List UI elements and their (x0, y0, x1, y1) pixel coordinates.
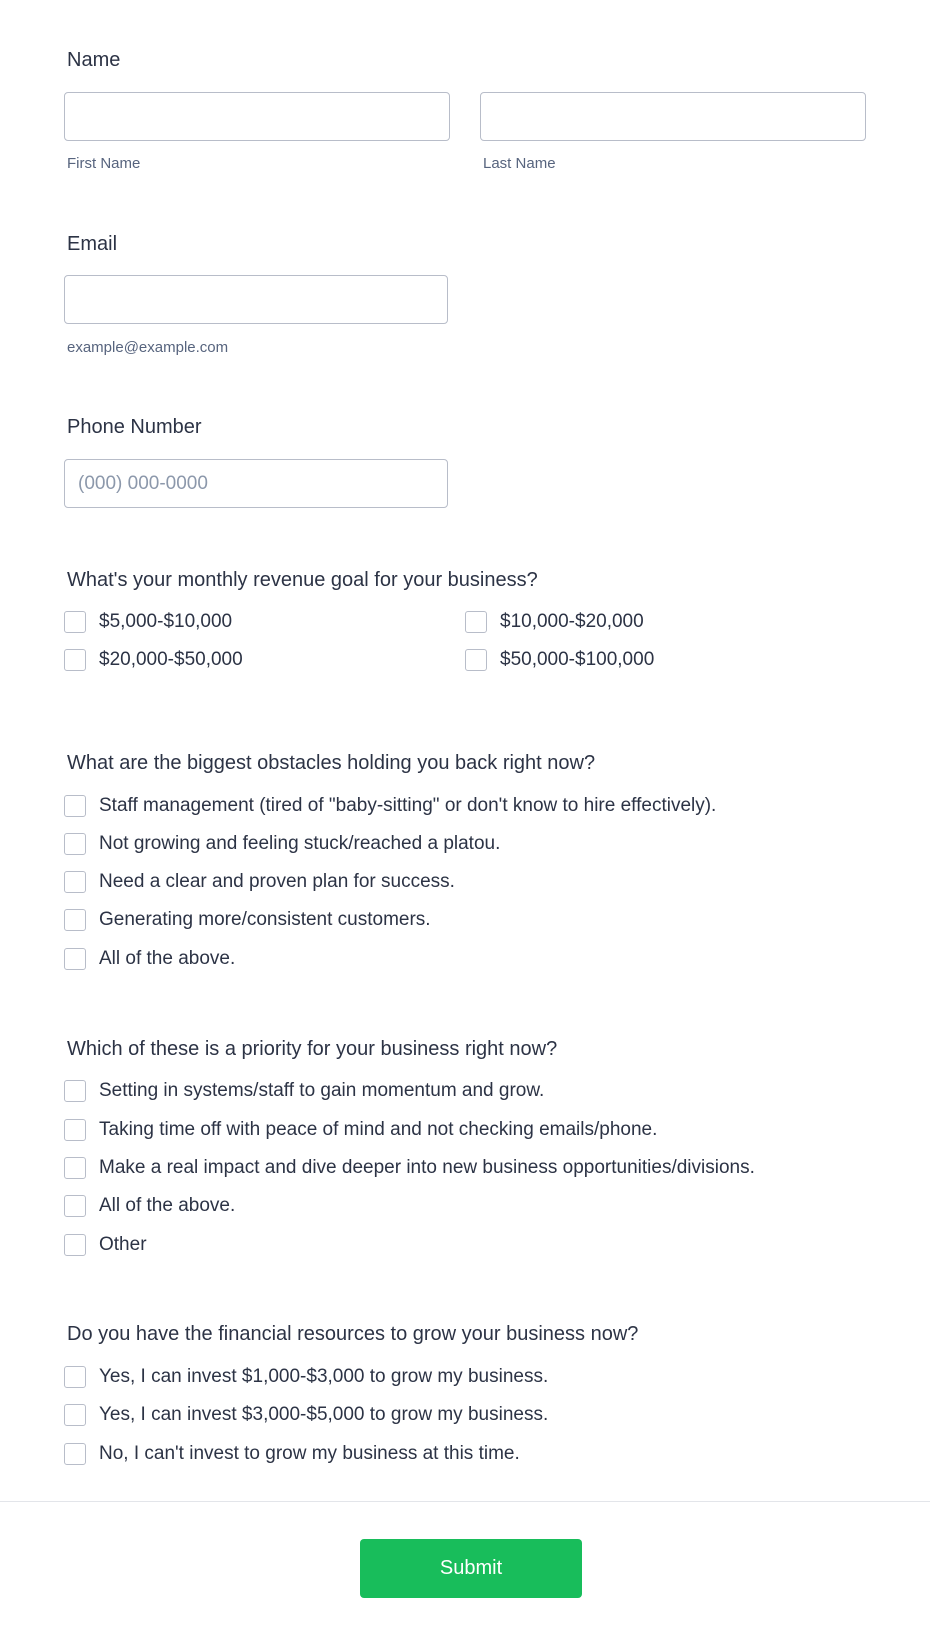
financial-checkbox[interactable] (64, 1404, 86, 1426)
financial-question: Do you have the financial resources to grow your business now? (67, 1323, 639, 1345)
obstacles-option[interactable] (64, 907, 431, 933)
priority-option[interactable] (64, 1232, 147, 1258)
obstacles-checkbox[interactable] (64, 871, 86, 893)
priority-option[interactable] (64, 1155, 755, 1181)
financial-option[interactable] (64, 1441, 520, 1467)
revenue-option-label: $20,000-$50,000 (99, 649, 243, 670)
revenue-option[interactable] (64, 609, 232, 635)
priority-option-label: Make a real impact and dive deeper into new business opportunities/divisions. (99, 1157, 755, 1178)
obstacles-option-label: Generating more/consistent customers. (99, 909, 431, 930)
phone-label: Phone Number (67, 416, 202, 438)
revenue-question: What's your monthly revenue goal for your business? (67, 569, 538, 591)
financial-option-label: Yes, I can invest $1,000-$3,000 to grow my business. (99, 1366, 549, 1387)
priority-checkbox[interactable] (64, 1080, 86, 1102)
obstacles-option[interactable] (64, 793, 716, 819)
revenue-option[interactable] (64, 647, 243, 673)
revenue-checkbox[interactable] (64, 649, 86, 671)
submit-button[interactable]: Submit (360, 1539, 582, 1598)
last-name-sublabel: Last Name (483, 155, 556, 172)
first-name-sublabel: First Name (67, 155, 141, 172)
phone-input[interactable] (64, 459, 448, 508)
obstacles-question: What are the biggest obstacles holding you back right now? (67, 752, 596, 774)
revenue-checkbox[interactable] (465, 611, 487, 633)
financial-checkbox[interactable] (64, 1443, 86, 1465)
revenue-checkbox[interactable] (64, 611, 86, 633)
obstacles-checkbox[interactable] (64, 795, 86, 817)
obstacles-checkbox[interactable] (64, 948, 86, 970)
priority-option-label: Other (99, 1234, 147, 1255)
priority-option-label: Taking time off with peace of mind and not checking emails/phone. (99, 1119, 658, 1140)
priority-option[interactable] (64, 1117, 657, 1143)
financial-option[interactable] (64, 1402, 548, 1428)
revenue-option[interactable] (465, 609, 644, 635)
financial-checkbox[interactable] (64, 1366, 86, 1388)
priority-option-label: All of the above. (99, 1195, 236, 1216)
obstacles-option[interactable] (64, 869, 455, 895)
first-name-input[interactable] (64, 92, 450, 141)
obstacles-option-label: Staff management (tired of "baby-sitting" or don't know to hire effectively). (99, 795, 717, 816)
financial-option[interactable] (64, 1364, 548, 1390)
obstacles-checkbox[interactable] (64, 909, 86, 931)
obstacles-option-label: Need a clear and proven plan for success. (99, 871, 455, 892)
obstacles-option[interactable] (64, 946, 235, 972)
priority-option[interactable] (64, 1078, 544, 1104)
revenue-option-label: $10,000-$20,000 (500, 611, 644, 632)
email-label: Email (67, 233, 118, 255)
priority-checkbox[interactable] (64, 1157, 86, 1179)
priority-question: Which of these is a priority for your business right now? (67, 1038, 558, 1060)
priority-option[interactable] (64, 1193, 235, 1219)
obstacles-option-label: All of the above. (99, 948, 236, 969)
priority-option-label: Setting in systems/staff to gain momentum and grow. (99, 1080, 545, 1101)
priority-checkbox[interactable] (64, 1119, 86, 1141)
financial-option-label: Yes, I can invest $3,000-$5,000 to grow my business. (99, 1404, 549, 1425)
financial-option-label: No, I can't invest to grow my business at this time. (99, 1443, 520, 1464)
name-label: Name (67, 49, 121, 71)
priority-checkbox[interactable] (64, 1195, 86, 1217)
obstacles-option[interactable] (64, 831, 500, 857)
revenue-checkbox[interactable] (465, 649, 487, 671)
obstacles-checkbox[interactable] (64, 833, 86, 855)
email-sublabel: example@example.com (67, 339, 229, 356)
divider (0, 1501, 930, 1502)
email-input[interactable] (64, 275, 448, 324)
last-name-input[interactable] (480, 92, 866, 141)
priority-checkbox[interactable] (64, 1234, 86, 1256)
revenue-option-label: $5,000-$10,000 (99, 611, 233, 632)
revenue-option[interactable] (465, 647, 654, 673)
obstacles-option-label: Not growing and feeling stuck/reached a platou. (99, 833, 501, 854)
revenue-option-label: $50,000-$100,000 (500, 649, 655, 670)
